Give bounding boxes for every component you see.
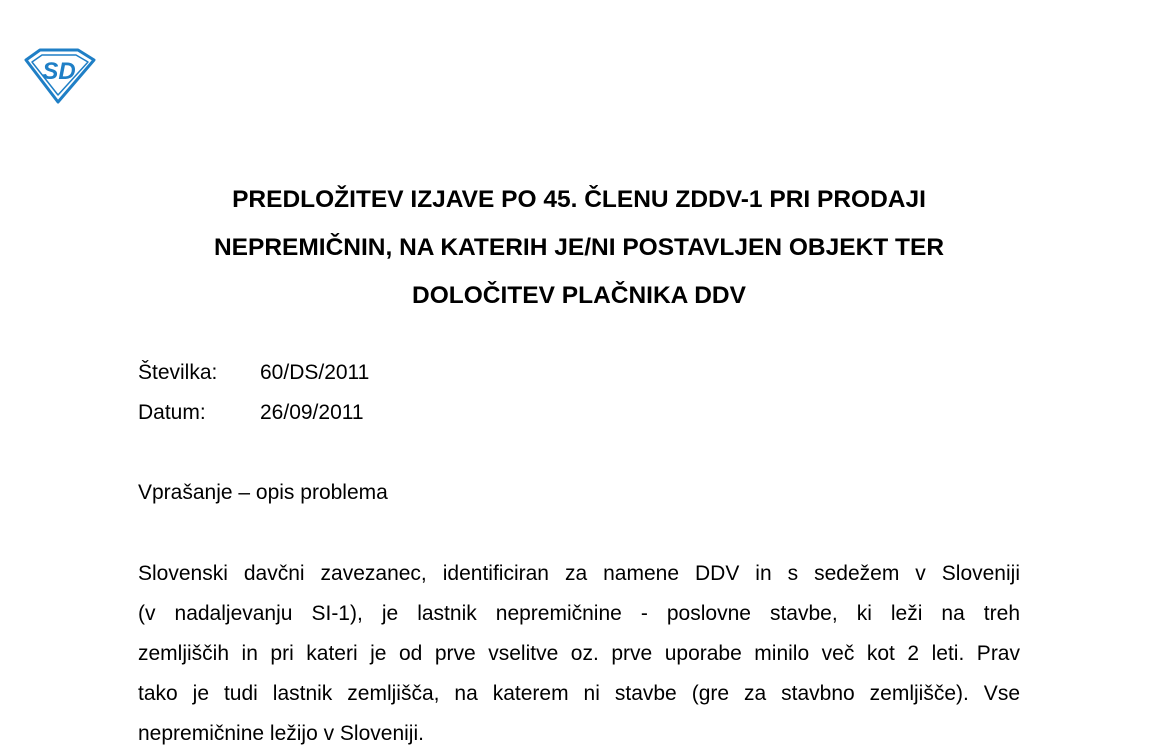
title-line: NEPREMIČNIN, NA KATERIH JE/NI POSTAVLJEN OBJEKT TER xyxy=(213,234,945,261)
body-paragraph xyxy=(138,554,1020,754)
document-number-value: 60/DS/2011 xyxy=(260,361,370,384)
title-line: DOLOČITEV PLAČNIKA DDV xyxy=(412,282,746,309)
title-line: PREDLOŽITEV IZJAVE PO 45. ČLENU ZDDV-1 PRI PRODAJI xyxy=(232,186,926,213)
document-number-row xyxy=(138,361,369,385)
section-heading: Vprašanje – opis problema xyxy=(138,481,388,504)
document-number-label: Številka: xyxy=(138,361,218,384)
company-logo-icon xyxy=(22,48,96,104)
document-date-value: 26/09/2011 xyxy=(260,401,364,424)
document-date-label: Datum: xyxy=(138,401,206,424)
paragraph-line: nepremičnine ležijo v Sloveniji. xyxy=(138,722,424,745)
logo-monogram: SD xyxy=(42,58,76,85)
document-title xyxy=(120,176,1038,320)
paragraph-line: tako je tudi lastnik zemljišča, na katerem ni stavbe (gre za stavbno zemljišče). Vse xyxy=(138,682,1020,705)
paragraph-line: Slovenski davčni zavezanec, identificiran za namene DDV in s sedežem v Sloveniji xyxy=(138,562,1020,585)
paragraph-line: zemljiščih in pri kateri je od prve vselitve oz. prve uporabe minilo več kot 2 leti. Prav xyxy=(138,642,1020,665)
document-date-row xyxy=(138,401,364,425)
paragraph-line: (v nadaljevanju SI-1), je lastnik nepremičnine - poslovne stavbe, ki leži na treh xyxy=(138,602,1020,625)
